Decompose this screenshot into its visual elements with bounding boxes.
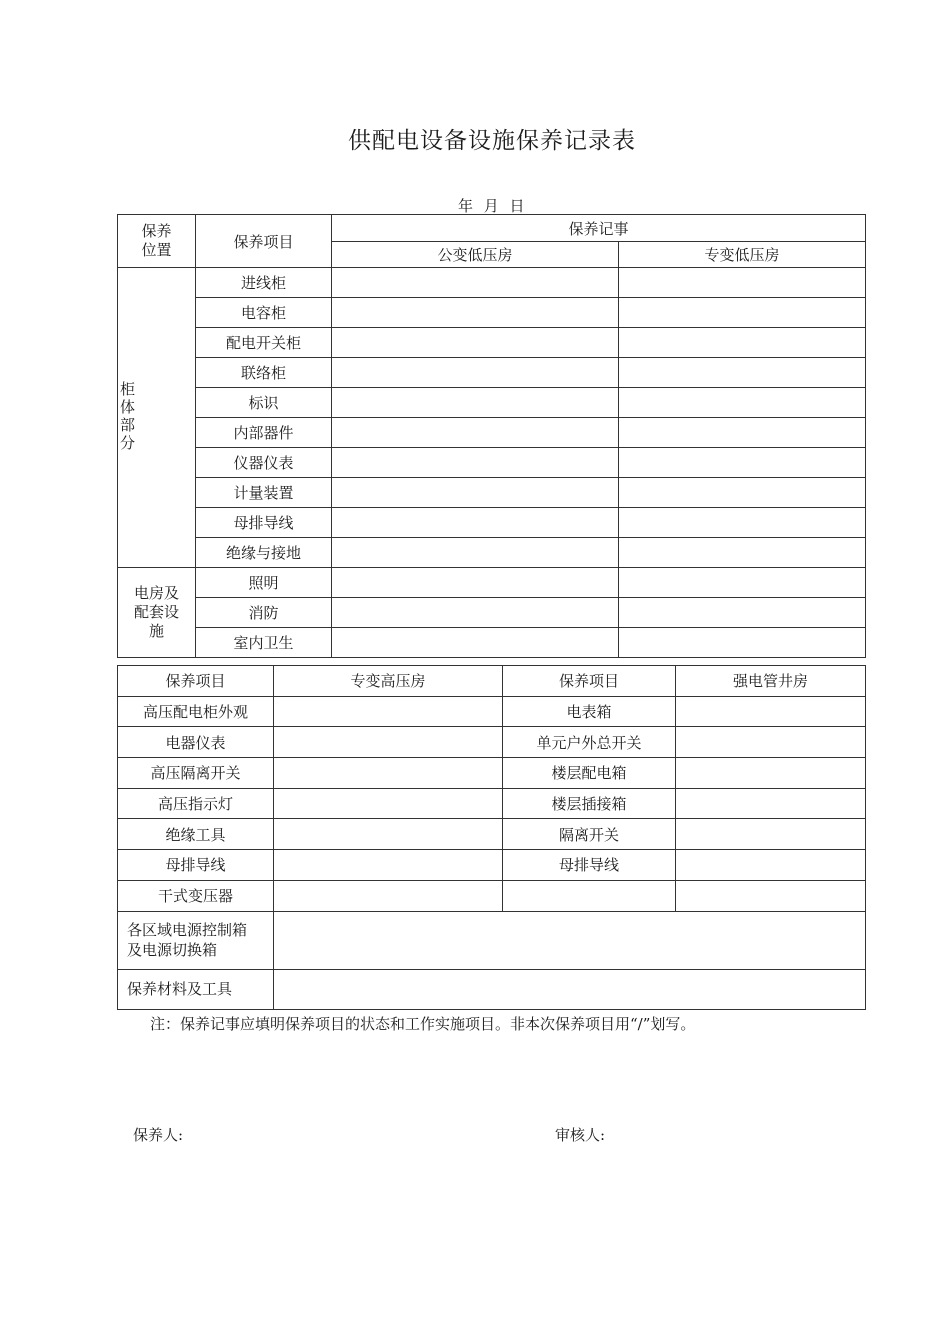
table-row-label: 隔离开关 xyxy=(503,819,676,850)
record-cell[interactable] xyxy=(332,268,619,298)
header-high-voltage-room: 专变高压房 xyxy=(274,666,503,697)
record-cell[interactable] xyxy=(274,880,503,911)
table-row-label: 绝缘与接地 xyxy=(196,538,332,568)
table-row-label: 电表箱 xyxy=(503,696,676,727)
record-cell[interactable] xyxy=(274,696,503,727)
table-row-label: 母排导线 xyxy=(118,850,274,881)
table-row-label: 绝缘工具 xyxy=(118,819,274,850)
record-cell[interactable] xyxy=(619,568,866,598)
cabinet-maintenance-table xyxy=(117,214,866,658)
record-cell[interactable] xyxy=(676,788,866,819)
table-row-label: 进线柜 xyxy=(196,268,332,298)
table-row-label: 楼层配电箱 xyxy=(503,758,676,789)
high-voltage-table xyxy=(117,665,866,1010)
table-row-label: 高压配电柜外观 xyxy=(118,696,274,727)
record-cell[interactable] xyxy=(274,850,503,881)
record-cell[interactable] xyxy=(676,850,866,881)
table-row-label: 计量装置 xyxy=(196,478,332,508)
record-cell[interactable] xyxy=(332,478,619,508)
record-cell[interactable] xyxy=(619,478,866,508)
record-cell[interactable] xyxy=(332,538,619,568)
table-row-label: 内部器件 xyxy=(196,418,332,448)
table-row-label: 母排导线 xyxy=(503,850,676,881)
record-cell[interactable] xyxy=(332,388,619,418)
record-cell[interactable] xyxy=(619,538,866,568)
record-cell[interactable] xyxy=(619,628,866,658)
record-cell[interactable] xyxy=(332,568,619,598)
table-row-label: 单元户外总开关 xyxy=(503,727,676,758)
table-row-label: 消防 xyxy=(196,598,332,628)
record-cell[interactable] xyxy=(332,508,619,538)
table-row-label: 标识 xyxy=(196,388,332,418)
record-cell[interactable] xyxy=(274,911,866,969)
record-cell[interactable] xyxy=(676,758,866,789)
maintainer-signature-label: 保养人: xyxy=(133,1126,184,1144)
table-row-label: 干式变压器 xyxy=(118,880,274,911)
record-cell[interactable] xyxy=(619,388,866,418)
record-cell[interactable] xyxy=(619,418,866,448)
record-cell[interactable] xyxy=(619,448,866,478)
header-record: 保养记事 xyxy=(332,215,866,242)
header-item-right: 保养项目 xyxy=(503,666,676,697)
header-item-left: 保养项目 xyxy=(118,666,274,697)
table-row-label: 照明 xyxy=(196,568,332,598)
page-title: 供配电设备设施保养记录表 xyxy=(348,128,636,154)
header-position: 保养 位置 xyxy=(118,215,196,268)
record-cell[interactable] xyxy=(619,508,866,538)
record-cell[interactable] xyxy=(619,268,866,298)
record-cell[interactable] xyxy=(676,696,866,727)
region-power-box-label: 各区域电源控制箱 及电源切换箱 xyxy=(118,911,274,969)
record-cell[interactable] xyxy=(676,727,866,758)
table-row-label: 高压隔离开关 xyxy=(118,758,274,789)
table-row-label: 楼层插接箱 xyxy=(503,788,676,819)
header-private-low-voltage: 专变低压房 xyxy=(619,242,866,268)
table-row-label: 电器仪表 xyxy=(118,727,274,758)
table-row-label: 仪器仪表 xyxy=(196,448,332,478)
table-row-label: 室内卫生 xyxy=(196,628,332,658)
record-cell[interactable] xyxy=(332,298,619,328)
table-row-label: 电容柜 xyxy=(196,298,332,328)
header-power-shaft-room: 强电管井房 xyxy=(676,666,866,697)
table-row-label: 联络柜 xyxy=(196,358,332,388)
materials-tools-label: 保养材料及工具 xyxy=(118,969,274,1009)
table-row-label: 配电开关柜 xyxy=(196,328,332,358)
record-cell[interactable] xyxy=(274,788,503,819)
header-item: 保养项目 xyxy=(196,215,332,268)
record-cell[interactable] xyxy=(619,328,866,358)
record-cell[interactable] xyxy=(619,598,866,628)
record-cell[interactable] xyxy=(274,819,503,850)
section-cabinet-label: 柜 体 部 分 xyxy=(118,268,196,568)
record-cell[interactable] xyxy=(676,819,866,850)
table-row-label xyxy=(503,880,676,911)
header-public-low-voltage: 公变低压房 xyxy=(332,242,619,268)
date-line: 年 月 日 xyxy=(458,197,525,215)
record-cell[interactable] xyxy=(332,418,619,448)
record-cell[interactable] xyxy=(332,358,619,388)
table-row-label: 母排导线 xyxy=(196,508,332,538)
section-room-label: 电房及 配套设 施 xyxy=(118,568,196,658)
record-cell[interactable] xyxy=(619,358,866,388)
record-cell[interactable] xyxy=(332,598,619,628)
record-cell[interactable] xyxy=(274,758,503,789)
record-cell[interactable] xyxy=(619,298,866,328)
footnote: 注：保养记事应填明保养项目的状态和工作实施项目。非本次保养项目用“/”划写。 xyxy=(150,1015,696,1033)
record-cell[interactable] xyxy=(274,727,503,758)
record-cell[interactable] xyxy=(274,969,866,1009)
reviewer-signature-label: 审核人: xyxy=(555,1126,606,1144)
record-cell[interactable] xyxy=(332,328,619,358)
record-cell[interactable] xyxy=(332,448,619,478)
table-row-label: 高压指示灯 xyxy=(118,788,274,819)
record-cell[interactable] xyxy=(676,880,866,911)
record-cell[interactable] xyxy=(332,628,619,658)
